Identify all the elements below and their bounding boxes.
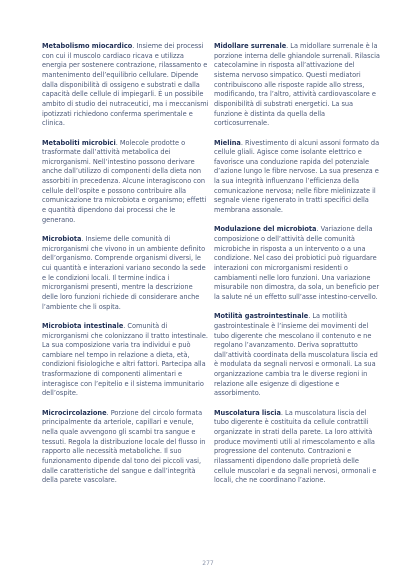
left-column <box>42 42 209 496</box>
glossary-entry <box>214 139 381 216</box>
entry-term: Microbiota intestinale <box>42 321 124 330</box>
entry-definition: . Porzione del circolo formata principalmente da arteriole, capillari e venule, nella quale avvengono gli scambi tra sangue e tessuti. Regola la distribuzione locale del flusso in rapporto alle necessità metaboliche. Il suo funzionamento dipende dal tono dei piccoli vasi, dalle caratteristiche del sangue e dall’integrità della parete vascolare. <box>42 408 206 485</box>
glossary-entry <box>214 312 381 399</box>
entry-term: Modulazione del microbiota <box>214 225 317 234</box>
entry-definition: . Variazione della composizione o dell’attività delle comunità microbiche in risposta a un intervento o a una condizione. Nel caso dei probiotici può riguardare interazioni con microrganismi residenti o cambiamenti nelle loro funzioni. Una variazione misurabile non dimostra, da sola, un beneficio per la salute né un effetto sull’asse intestino-cervello. <box>214 225 380 301</box>
page-number: 277 <box>202 560 214 567</box>
entry-term: Metaboliti microbici <box>42 138 116 147</box>
entry-definition: . Insieme dei processi con cui il muscolo cardiaco ricava e utilizza energia per sostenere contrazione, rilassamento e mantenimento dell’equilibrio cellulare. Dipende dalla disponibilità di ossigeno e substrati e dalla capacità delle cellule di impiegarli. È un possibile ambito di studio dei nutraceutici, ma i meccanismi ipotizzati richiedono conferma sperimentale e clinica. <box>42 42 209 128</box>
entry-term: Metabolismo miocardico <box>42 42 133 50</box>
entry-definition: . La muscolatura liscia del tubo digerente è costituita da cellule contrattili organizzate in strati della parete. La loro attività produce movimenti utili al rimescolamento e alla progressione del contenuto. Contrazioni e rilassamenti dipendono dalle proprietà delle cellule muscolari e da segnali nervosi, ormonali e locali, che ne coordinano l’azione. <box>214 408 377 485</box>
entry-definition: . Comunità di microrganismi che colonizzano il tratto intestinale. La sua composizione varia tra individui e può cambiare nel tempo in relazione a dieta, età, condizioni fisiologiche e altri fattori. Partecipa alla trasformazione di componenti alimentari e interagisce con l’epitelio e il sistema immunitario dell’ospite. <box>42 321 208 398</box>
entry-term: Midollare surrenale <box>214 42 287 50</box>
entry-definition: . Insieme delle comunità di microrganismi che vivono in un ambiente definito dell’organismo. Comprende organismi diversi, le cui quantità e interazioni variano secondo la sede e le condizioni locali. Il termine indica i microrganismi presenti, mentre la descrizione delle loro funzioni richiede di considerare anche l’ambiente che li ospita. <box>42 235 206 311</box>
entry-term: Microbiota <box>42 235 82 243</box>
glossary-entry <box>214 225 381 302</box>
entry-term: Mielina <box>214 138 241 147</box>
glossary-entry <box>42 409 209 486</box>
glossary-entry <box>42 42 209 129</box>
entry-definition: . La motilità gastrointestinale è l’insieme dei movimenti del tubo digerente che mescolano il contenuto e ne regolano l’avanzamento. Deriva soprattutto dall’attività coordinata della muscolatura liscia ed è modulata da segnali nervosi e ormonali. La sua organizzazione cambia tra le diverse regioni in relazione alle esigenze di digestione e assorbimento. <box>214 312 378 398</box>
entry-term: Muscolatura liscia <box>214 408 281 417</box>
entry-definition: . La midollare surrenale è la porzione interna delle ghiandole surrenali. Rilascia catecolamine in risposta all’attivazione del sistema nervoso simpatico. Questi mediatori contribuiscono alle risposte rapide allo stress, modificando, tra l’altro, attività cardiovascolare e disponibilità di substrati energetici. La sua funzione è distinta da quella della corticosurrenale. <box>214 42 380 128</box>
entry-term: Motilità gastrointestinale <box>214 312 309 321</box>
entry-term: Microcircolazione <box>42 408 107 417</box>
glossary-entry <box>214 42 381 129</box>
glossary-entry <box>214 409 381 486</box>
glossary-entry <box>42 322 209 399</box>
entry-definition: . Molecole prodotte o trasformate dall’attività metabolica dei microrganismi. Nell’intestino possono derivare anche dall’utilizzo di componenti della dieta non assorbiti in precedenza. Alcune interagiscono con cellule dell’ospite e possono contribuire alla comunicazione tra microbiota e organismo; effetti e quantità dipendono dai processi che le generano. <box>42 138 207 224</box>
glossary-entry <box>42 139 209 226</box>
glossary-entry <box>42 235 209 312</box>
right-column <box>214 42 381 496</box>
entry-definition: . Rivestimento di alcuni assoni formato da cellule gliali. Agisce come isolante elettrico e favorisce una conduzione rapida del potenziale d’azione lungo le fibre nervose. La sua presenza e la sua integrità influenzano l’efficienza della comunicazione nervosa; nelle fibre mielinizzate il segnale viene rigenerato in tratti specifici della membrana assonale. <box>214 138 380 215</box>
